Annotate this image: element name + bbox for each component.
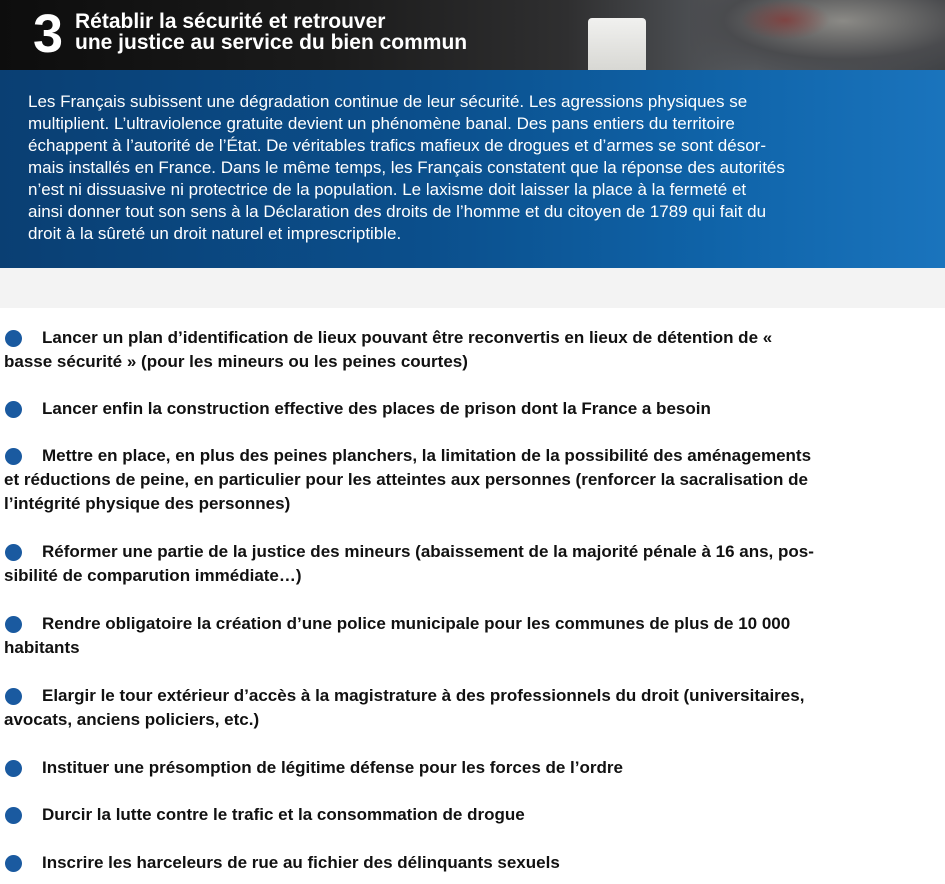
bullet-icon <box>5 330 22 347</box>
intro-panel <box>0 70 945 268</box>
list-item <box>0 851 940 875</box>
list-item <box>0 540 940 588</box>
section-title <box>75 11 467 53</box>
separator-band <box>0 268 945 308</box>
list-item-text: basse sécurité » (pour les mineurs ou les peines courtes) <box>4 352 468 371</box>
list-item-text: Réformer une partie de la justice des mineurs (abaissement de la majorité pénale à 16 ans, pos- <box>42 542 814 561</box>
list-item-text: Durcir la lutte contre le trafic et la consommation de drogue <box>42 805 525 824</box>
list-item <box>0 803 940 827</box>
bullet-icon <box>5 544 22 561</box>
intro-line: échappent à l’autorité de l’État. De véritables trafics mafieux de drogues et d’armes se sont désor- <box>28 136 766 155</box>
list-item-text: sibilité de comparution immédiate…) <box>4 566 302 585</box>
section-header <box>0 0 945 70</box>
section-title-line-2: une justice au service du bien commun <box>75 31 468 54</box>
bullet-icon <box>5 616 22 633</box>
intro-line: ainsi donner tout son sens à la Déclaration des droits de l’homme et du citoyen de 1789 qui fait du <box>28 202 767 221</box>
list-item <box>0 684 940 732</box>
bullet-icon <box>5 688 22 705</box>
intro-paragraph <box>28 91 928 245</box>
intro-line: multiplient. L’ultraviolence gratuite devient un phénomène banal. Des pans entiers du territoire <box>28 114 735 133</box>
bullet-icon <box>5 807 22 824</box>
bullet-icon <box>5 448 22 465</box>
list-item-text: habitants <box>4 638 80 657</box>
section-title-line-1: Rétablir la sécurité et retrouver <box>75 10 386 33</box>
bullet-icon <box>5 760 22 777</box>
bullet-icon <box>5 401 22 418</box>
list-item <box>0 397 940 421</box>
list-item <box>0 444 940 516</box>
list-item-text: avocats, anciens policiers, etc.) <box>4 710 260 729</box>
list-item-text: Rendre obligatoire la création d’une police municipale pour les communes de plus de 10 000 <box>42 614 791 633</box>
bullet-icon <box>5 855 22 872</box>
header-photo-cup <box>588 18 646 70</box>
intro-line: mais installés en France. Dans le même temps, les Français constatent que la réponse des autorités <box>28 158 785 177</box>
list-item-text: Elargir le tour extérieur d’accès à la magistrature à des professionnels du droit (universitaires, <box>42 686 805 705</box>
list-item-text: Inscrire les harceleurs de rue au fichier des délinquants sexuels <box>42 853 560 872</box>
list-item <box>0 756 940 780</box>
list-item <box>0 612 940 660</box>
list-item-text: Lancer un plan d’identification de lieux pouvant être reconvertis en lieux de détention de « <box>42 328 773 347</box>
intro-line: Les Français subissent une dégradation continue de leur sécurité. Les agressions physiques se <box>28 92 748 111</box>
list-item-text: Lancer enfin la construction effective des places de prison dont la France a besoin <box>42 399 711 418</box>
list-item-text: Mettre en place, en plus des peines planchers, la limitation de la possibilité des aménagements <box>42 446 812 465</box>
list-item-text: et réductions de peine, en particulier pour les atteintes aux personnes (renforcer la sacralisation de <box>4 470 808 489</box>
intro-line: droit à la sûreté un droit naturel et imprescriptible. <box>28 224 402 243</box>
intro-line: n’est ni dissuasive ni protectrice de la population. Le laxisme doit laisser la place à la fermeté et <box>28 180 747 199</box>
section-number: 3 <box>32 4 64 64</box>
list-item-text: Instituer une présomption de légitime défense pour les forces de l’ordre <box>42 758 623 777</box>
header-photo-detail <box>740 0 830 40</box>
list-item <box>0 326 940 374</box>
list-item-text: l’intégrité physique des personnes) <box>4 494 291 513</box>
